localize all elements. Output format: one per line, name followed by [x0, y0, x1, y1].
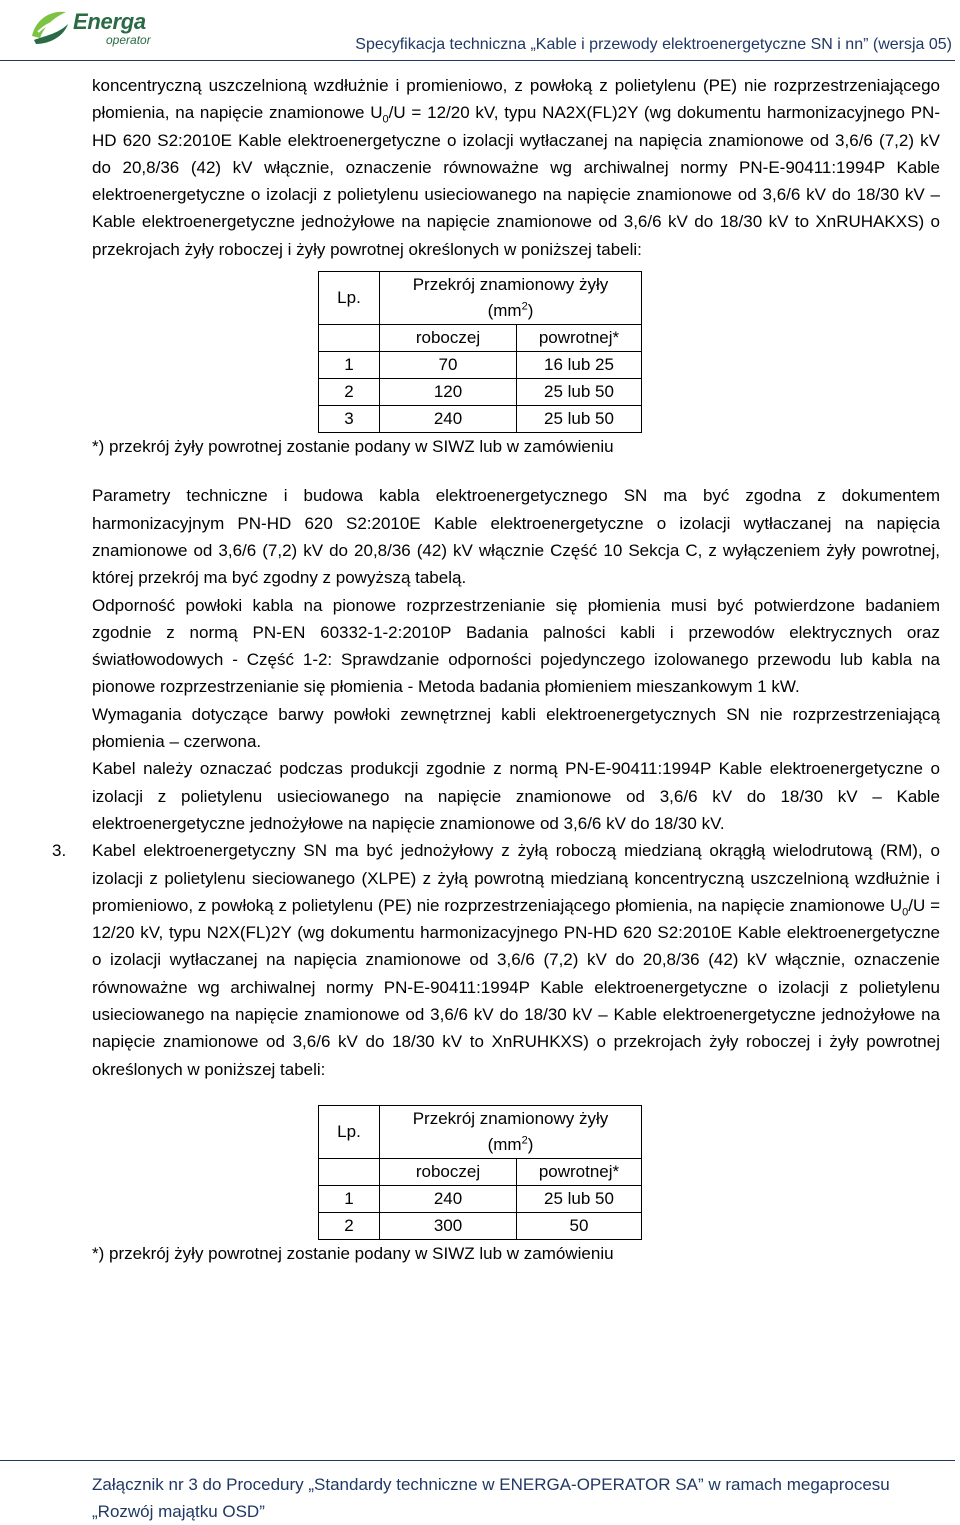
- cross-section-table-2-wrap: [318, 1105, 940, 1240]
- section-3-paragraph: Kabel elektroenergetyczny SN ma być jednożyłowy z żyłą roboczą miedzianą okrągłą wielodrutową (RM), o izolacji z polietylenu sieciowanego (XLPE) z żyłą powrotną miedzianą koncentryczną uszczelnioną wzdłużnie i promieniowo, z powłoką z polietylenu (PE) nie rozprzestrzeniającego płomienia, na napięcie znamionowe $U_0/U = 12/20$ kV, typu N2X(FL)2Y (wg dokumentu harmonizacyjnego PN-HD 620 S2:2010E Kable elektroenergetyczne o izolacji wytłaczanej na napięcia znamionowe od 3,6/6 (7,2) kV do 20,8/36 (42) kV włącznie, oznaczenie równoważne wg archiwalnej normy PN-E-90411:1994P Kable elektroenergetyczne o izolacji z polietylenu usieciowanego na napięcie znamionowe od 3,6/6 kV do 18/30 kV – Kable elektroenergetyczne jednożyłowe na napięcie znamionowe od 3,6/6 kV do 18/30 kV to XnRUHKXS) o przekrojach żyły roboczej i żyły powrotnej określonych w poniższej tabeli:: [92, 841, 941, 1079]
- col-header-powrotnej: powrotnej*: [517, 1158, 642, 1185]
- table-row: 2 120 25 lub 50: [319, 379, 642, 406]
- group-header: Przekrój znamionowy żyły $(mm^2)$: [380, 272, 642, 325]
- section-1-continuation: koncentryczną uszczelnioną wzdłużnie i promieniowo, z powłoką z polietylenu (PE) nie rozprzestrzeniającego płomienia, na napięcie znamionowe $U_0/U = 12/20$ kV, typu NA2X(FL)2Y (wg dokumentu harmonizacyjnego PN-HD 620 S2:2010E Kable elektroenergetyczne o izolacji wytłaczanej na napięcia znamionowe od 3,6/6 (7,2) kV do 20,8/36 (42) kV włącznie, oznaczenie równoważne wg archiwalnej normy PN-E-90411:1994P Kable elektroenergetyczne o izolacji z polietylenu usieciowanego na napięcie znamionowe od 3,6/6 kV do 18/30 kV – Kable elektroenergetyczne jednożyłowe na napięcie znamionowe od 3,6/6 kV do 18/30 kV to XnRUHAKXS) o przekrojach żyły roboczej i żyły powrotnej określonych w poniższej tabeli:: [92, 76, 940, 259]
- footer-divider: [0, 1460, 955, 1461]
- energa-logo: [28, 6, 168, 48]
- group-header: Przekrój znamionowy żyły $(mm^2)$: [380, 1105, 642, 1158]
- page-footer: Załącznik nr 3 do Procedury „Standardy techniczne w ENERGA-OPERATOR SA” w ramach megaprocesu „Rozwój majątku OSD”: [92, 1475, 890, 1521]
- cross-section-table-2: [318, 1105, 642, 1240]
- flame-resistance-paragraph: Odporność powłoki kabla na pionowe rozprzestrzenianie się płomienia musi być potwierdzone badaniem zgodnie z normą PN-EN 60332-1-2:2010P Badania palności kabli i przewodów elektrycznych oraz światłowodowych - Część 1-2: Sprawdzanie odporności pojedynczego izolowanego przewodu lub kabla na pionowe rozprzestrzenianie się płomienia - Metoda badania płomieniem mieszankowym 1 kW.: [92, 595, 940, 697]
- cross-section-table-1-wrap: [318, 271, 940, 433]
- lp-header: Lp.: [319, 1105, 380, 1158]
- col-header-roboczej: roboczej: [380, 325, 517, 352]
- col-header-roboczej: roboczej: [380, 1158, 517, 1185]
- document-title: Specyfikacja techniczna „Kable i przewody elektroenergetyczne SN i nn” (wersja 05): [355, 36, 952, 53]
- table-row: 2 300 50: [319, 1212, 642, 1239]
- energa-leaf-icon: [28, 6, 70, 48]
- section-3-number: 3.: [52, 841, 67, 861]
- table-header-row: [319, 1105, 642, 1158]
- table-subheader-row: [319, 1158, 642, 1185]
- col-header-powrotnej: powrotnej*: [517, 325, 642, 352]
- document-body: [52, 72, 941, 1267]
- table-row: 1 70 16 lub 25: [319, 352, 642, 379]
- logo-subtitle: operator: [106, 33, 151, 47]
- table-2-footnote: *) przekrój żyły powrotnej zostanie podany w SIWZ lub w zamówieniu: [92, 1243, 614, 1263]
- table-subheader-row: [319, 325, 642, 352]
- section-3: [52, 837, 941, 1083]
- cross-section-table-1: [318, 271, 642, 433]
- table-row: 1 240 25 lub 50: [319, 1185, 642, 1212]
- page-header: [0, 0, 960, 62]
- header-divider: [0, 60, 955, 61]
- technical-parameters-paragraph: Parametry techniczne i budowa kabla elektroenergetycznego SN ma być zgodna z dokumentem harmonizacyjnym PN-HD 620 S2:2010E Kable elektroenergetyczne o izolacji wytłaczanej na napięcia znamionowe od 3,6/6 (7,2) kV do 20,8/36 (42) kV włącznie Część 10 Sekcja C, z wyłączeniem żyły powrotnej, której przekrój ma być zgodny z powyższą tabelą.: [92, 486, 940, 588]
- table-header-row: [319, 272, 642, 325]
- logo-name: Energa: [73, 9, 146, 34]
- table-row: 3 240 25 lub 50: [319, 406, 642, 433]
- lp-header: Lp.: [319, 272, 380, 325]
- table-1-footnote: *) przekrój żyły powrotnej zostanie podany w SIWZ lub w zamówieniu: [92, 437, 614, 457]
- sheath-color-paragraph: Wymagania dotyczące barwy powłoki zewnętrznej kabli elektroenergetycznych SN nie rozprzestrzeniającą płomienia – czerwona.: [92, 704, 940, 752]
- marking-paragraph: Kabel należy oznaczać podczas produkcji zgodnie z normą PN-E-90411:1994P Kable elektroenergetyczne o izolacji z polietylenu usieciowanego na napięcie znamionowe od 3,6/6 kV do 18/30 kV – Kable elektroenergetyczne jednożyłowe na napięcie znamionowe od 3,6/6 kV do 18/30 kV.: [92, 759, 940, 833]
